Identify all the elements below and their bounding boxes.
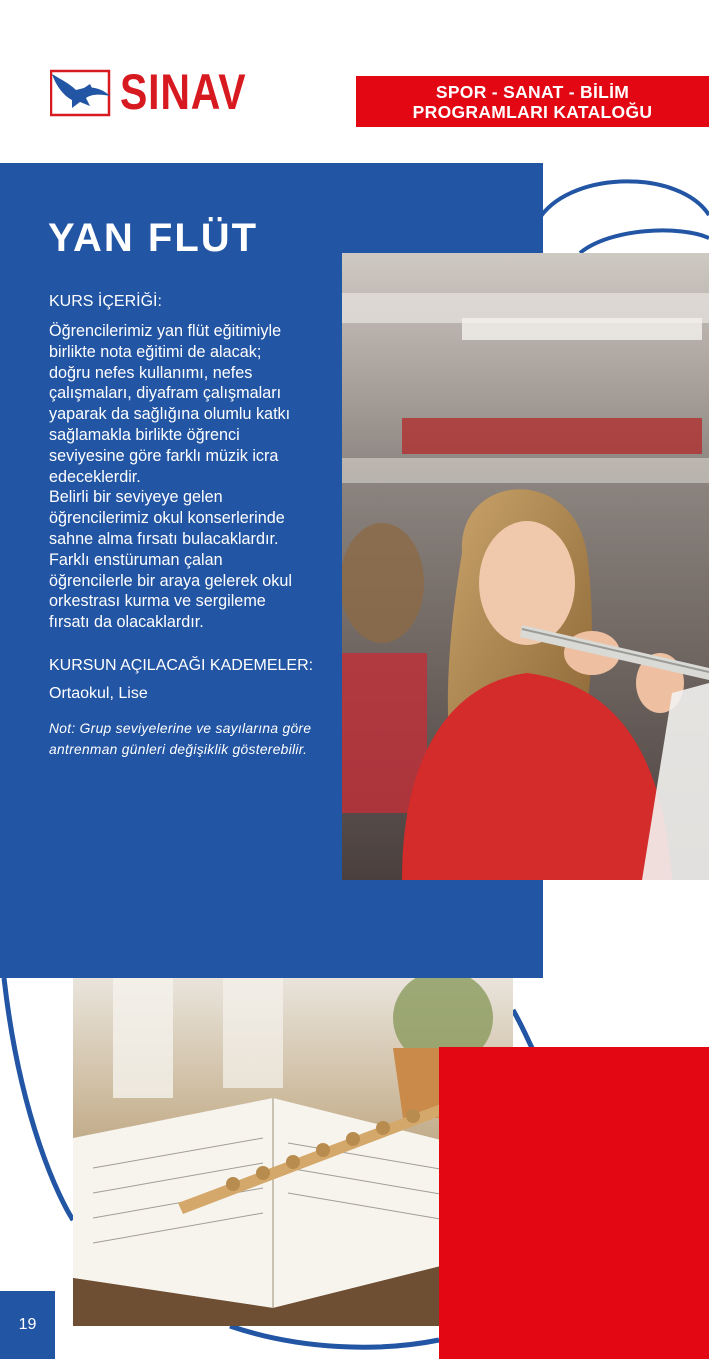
catalog-line-2: PROGRAMLARI KATALOĞU xyxy=(412,101,653,122)
brand-logo[interactable] xyxy=(50,62,250,122)
brand-name: SINAV xyxy=(120,64,247,120)
catalog-line-1: SPOR - SANAT - BİLİM xyxy=(435,81,630,102)
catalog-badge xyxy=(356,76,709,127)
page-number: 19 xyxy=(0,1291,55,1359)
decorative-red-block xyxy=(439,1047,709,1359)
course-description: Öğrencilerimiz yan flüt eğitimiyle birlikte nota eğitimi de alacak; doğru nefes kullanımı, nefes çalışmaları, diyafram çalışmaları yaparak da sağlığına olumlu katkı sağlamakla birlikte öğrenci seviyesine göre farklı müzik icra edeceklerdir. Belirli bir seviyeye gelen öğrencilerimiz okul konserlerinde sahne alma fırsatı bulacaklardır. Farklı enstüruman çalan öğrencilerle bir araya gelerek okul orkestrası kurma ve sergileme fırsatı da olacaklardır. xyxy=(49,322,292,632)
levels-value: Ortaokul, Lise xyxy=(49,685,148,702)
flute-player-photo xyxy=(342,253,709,880)
eagle-logo-icon xyxy=(50,66,112,118)
content-label: KURS İÇERİĞİ: xyxy=(49,293,162,310)
page-title: YAN FLÜT xyxy=(48,216,259,260)
schedule-note: Not: Grup seviyelerine ve sayılarına göre antrenman günleri değişiklik gösterebilir. xyxy=(49,721,312,757)
levels-label: KURSUN AÇILACAĞI KADEMELER: xyxy=(49,657,314,674)
